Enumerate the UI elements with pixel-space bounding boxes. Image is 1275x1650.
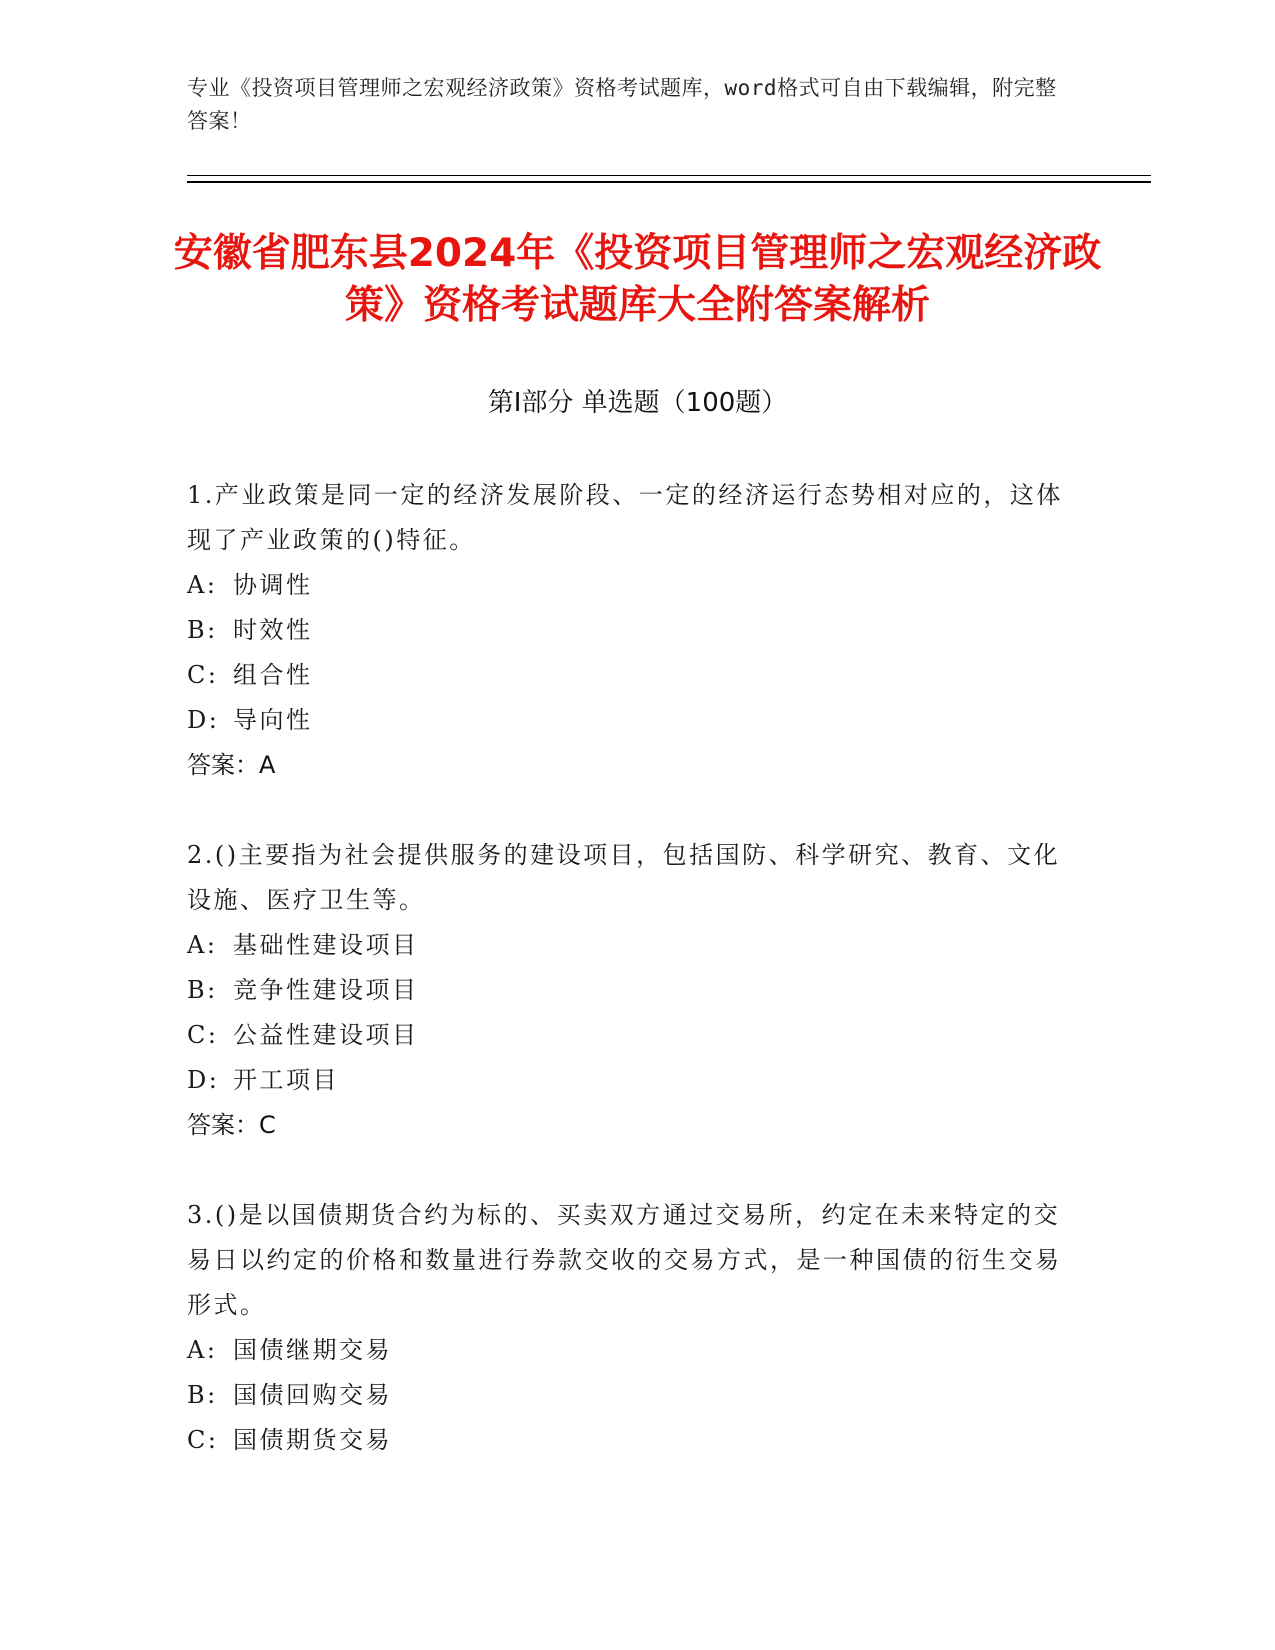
option-text: 协调性 (233, 571, 313, 599)
answer-line: 答案：A (187, 751, 276, 779)
option-d (187, 1058, 1067, 1103)
option-letter: B: (187, 976, 218, 1004)
question-3 (187, 1193, 1067, 1463)
option-text: 国债期货交易 (233, 1426, 392, 1454)
option-text: 基础性建设项目 (233, 931, 419, 959)
option-d (187, 698, 1067, 743)
option-letter: B: (187, 1381, 218, 1409)
option-letter: A: (187, 931, 218, 959)
option-c (187, 653, 1067, 698)
option-letter: C: (187, 661, 219, 689)
question-stem: 2.()主要指为社会提供服务的建设项目，包括国防、科学研究、教育、文化设施、医疗卫生等。 (187, 841, 1061, 914)
option-text: 时效性 (233, 616, 313, 644)
option-c (187, 1013, 1067, 1058)
option-letter: D: (187, 706, 220, 734)
answer-line: 答案：C (187, 1111, 276, 1139)
document-title: 安徽省肥东县2024年《投资项目管理师之宏观经济政策》资格考试题库大全附答案解析 (173, 231, 1102, 328)
option-c (187, 1418, 1067, 1463)
option-letter: C: (187, 1021, 219, 1049)
option-text: 开工项目 (233, 1066, 339, 1094)
header-divider-thin (187, 175, 1151, 176)
option-a (187, 923, 1067, 968)
option-letter: B: (187, 616, 218, 644)
header-note: 专业《投资项目管理师之宏观经济政策》资格考试题库，word格式可自由下载编辑，附完整答案！ (187, 76, 1057, 133)
option-a (187, 1328, 1067, 1373)
option-text: 竞争性建设项目 (233, 976, 419, 1004)
option-text: 国债继期交易 (233, 1336, 392, 1364)
question-list (187, 473, 1067, 1508)
option-text: 导向性 (233, 706, 313, 734)
option-letter: A: (187, 1336, 218, 1364)
option-letter: A: (187, 571, 218, 599)
option-text: 国债回购交易 (233, 1381, 392, 1409)
option-text: 公益性建设项目 (233, 1021, 419, 1049)
option-b (187, 968, 1067, 1013)
question-stem: 3.()是以国债期货合约为标的、买卖双方通过交易所，约定在未来特定的交易日以约定的价格和数量进行券款交收的交易方式，是一种国债的衍生交易形式。 (187, 1201, 1062, 1319)
option-letter: C: (187, 1426, 219, 1454)
header-divider-thick (187, 181, 1151, 183)
option-b (187, 1373, 1067, 1418)
option-text: 组合性 (233, 661, 313, 689)
section-heading: 第Ⅰ部分 单选题（100题） (487, 388, 788, 418)
question-stem: 1.产业政策是同一定的经济发展阶段、一定的经济运行态势相对应的，这体现了产业政策的()特征。 (187, 481, 1063, 554)
option-b (187, 608, 1067, 653)
option-letter: D: (187, 1066, 220, 1094)
question-2 (187, 833, 1067, 1148)
question-1 (187, 473, 1067, 788)
option-a (187, 563, 1067, 608)
